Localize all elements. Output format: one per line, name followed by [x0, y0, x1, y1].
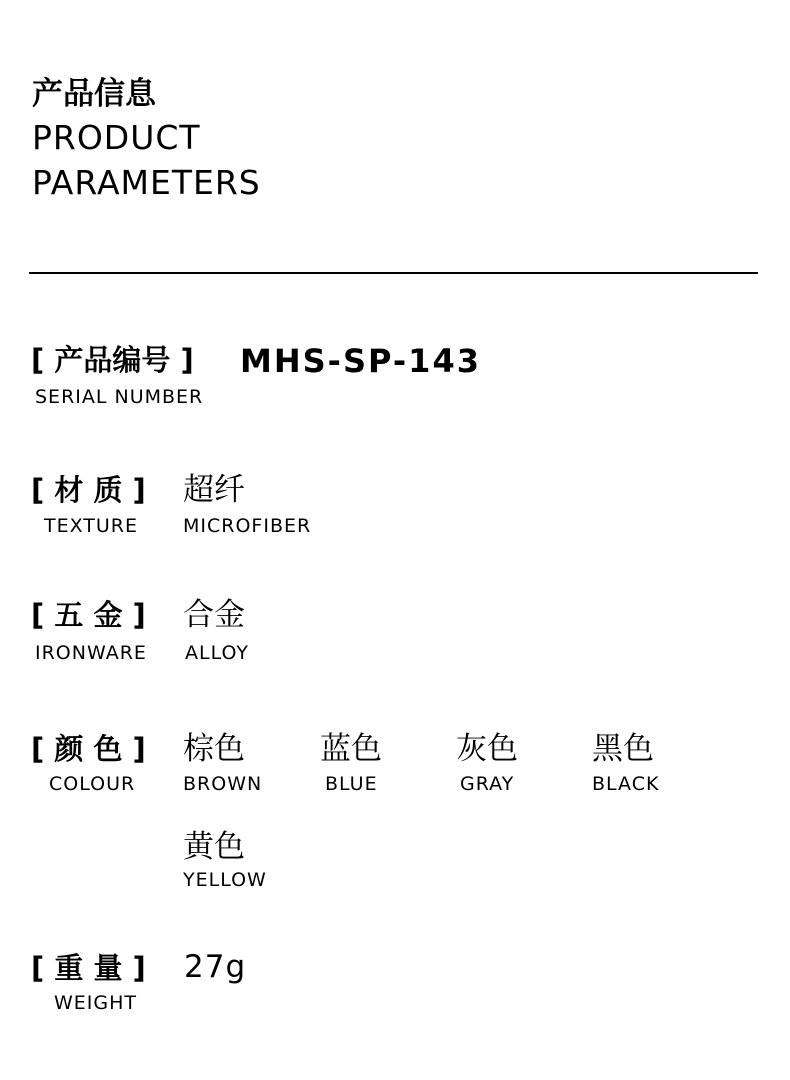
colour-label-en: COLOUR	[49, 773, 136, 795]
colour-option-en: BLACK	[592, 773, 660, 795]
ironware-label-en: IRONWARE	[35, 642, 147, 664]
ironware-label-cn: [ 五 金 ]	[31, 598, 146, 632]
serial-label-cn: [ 产品编号 ]	[31, 343, 194, 377]
colour-option-cn: 黄色	[183, 829, 245, 865]
colour-option-en: BLUE	[325, 773, 378, 795]
colour-option-cn: 蓝色	[320, 731, 382, 767]
page-title-cn: 产品信息	[32, 76, 156, 112]
weight-value: 27g	[184, 949, 247, 985]
weight-label-en: WEIGHT	[54, 992, 138, 1014]
page-title-en-line2: PARAMETERS	[32, 163, 261, 202]
weight-label-cn: [ 重 量 ]	[31, 951, 146, 985]
colour-label-cn: [ 颜 色 ]	[31, 732, 146, 766]
colour-option-cn: 黑色	[592, 731, 654, 767]
page-title-en-line1: PRODUCT	[32, 118, 201, 157]
ironware-value-cn: 合金	[183, 597, 245, 633]
colour-option-en: GRAY	[460, 773, 515, 795]
header-divider	[29, 272, 758, 274]
colour-option-en: BROWN	[183, 773, 263, 795]
serial-label-en: SERIAL NUMBER	[35, 386, 204, 408]
ironware-value-en: ALLOY	[185, 642, 250, 664]
colour-option-en: YELLOW	[183, 869, 267, 891]
texture-label-en: TEXTURE	[44, 515, 139, 537]
texture-value-en: MICROFIBER	[183, 515, 312, 537]
colour-option-cn: 灰色	[456, 731, 518, 767]
texture-value-cn: 超纤	[183, 472, 245, 508]
colour-option-cn: 棕色	[183, 731, 245, 767]
texture-label-cn: [ 材 质 ]	[31, 473, 146, 507]
serial-value: MHS-SP-143	[240, 342, 481, 380]
